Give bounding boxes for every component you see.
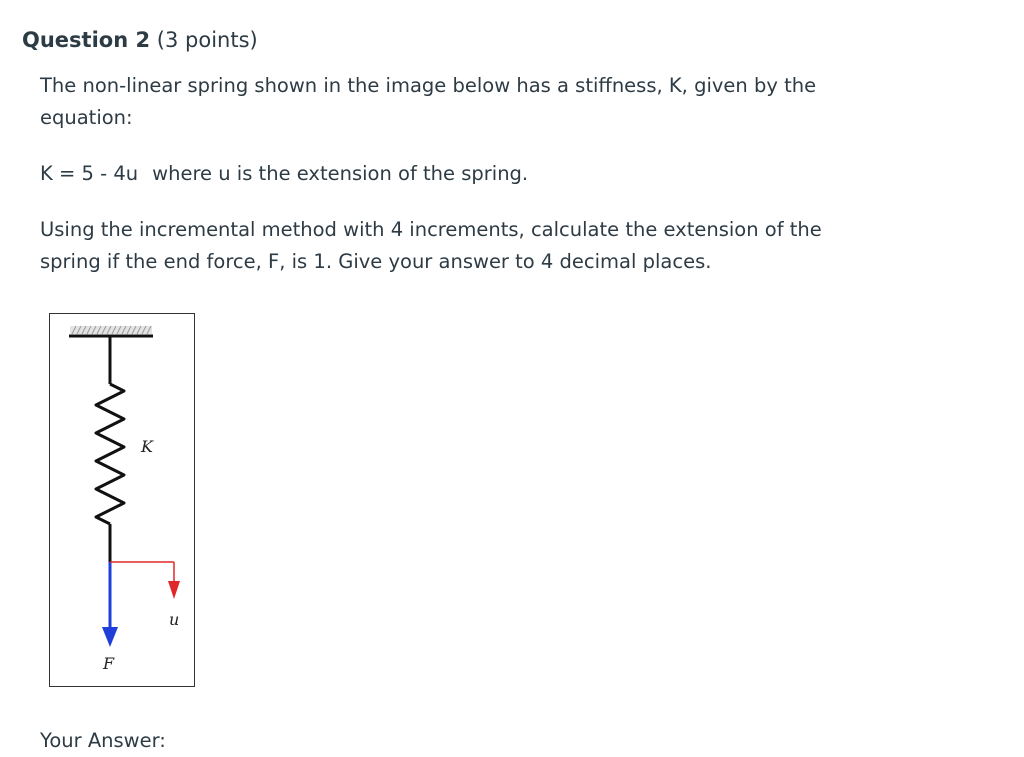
question-paragraph-instructions: Using the incremental method with 4 increments, calculate the extension of the spring if the end force, F, is 1. Give your answer to 4 decimal places. [40, 218, 822, 273]
extension-arrow-head [168, 581, 180, 599]
question-body [40, 70, 880, 278]
spring-diagram [50, 314, 194, 686]
question-title: Question 2 [22, 28, 151, 52]
extension-label-u: u [169, 610, 180, 629]
question-points: (3 points) [156, 28, 258, 52]
stiffness-equation: K = 5 - 4u [40, 162, 139, 185]
force-arrow-head [102, 627, 118, 647]
spring-figure [49, 313, 195, 687]
equation-note: where u is the extension of the spring. [152, 162, 529, 185]
force-label-f: F [103, 654, 115, 673]
question-paragraph-intro: The non-linear spring shown in the image below has a stiffness, K, given by the equation: [40, 74, 817, 129]
question-equation-line [40, 158, 880, 190]
question-header [22, 24, 258, 56]
your-answer-label: Your Answer: [40, 729, 166, 752]
ground-hatch [70, 326, 152, 334]
spring-coil [96, 384, 124, 524]
spring-label-k: K [141, 437, 153, 456]
